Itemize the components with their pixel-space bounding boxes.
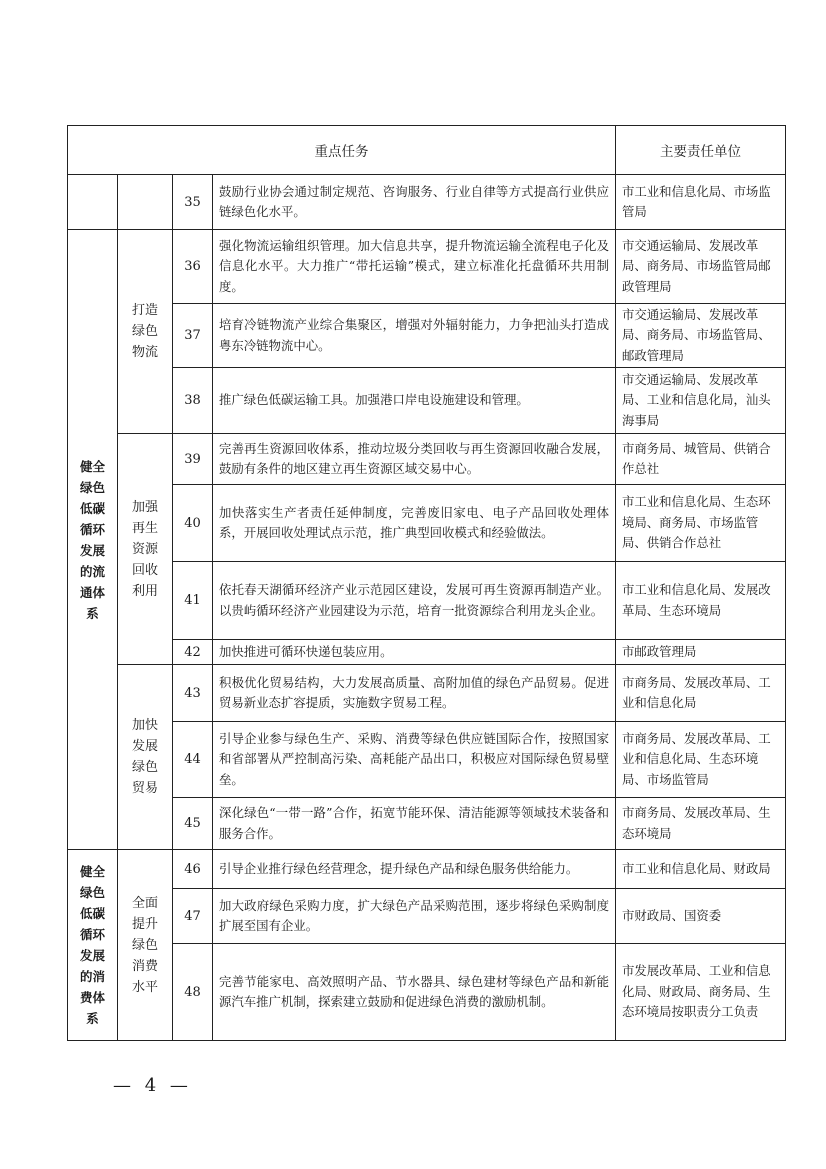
subgroup-cell [118,434,173,665]
task-number: 43 [173,665,213,722]
responsible-unit: 市工业和信息化局、发展改革局、生态环境局 [616,562,786,640]
task-text: 积极优化贸易结构，大力发展高质量、高附加值的绿色产品贸易。促进贸易新业态扩容提质，实施数字贸易工程。 [213,665,616,722]
table-row [68,798,786,850]
task-text: 深化绿色“一带一路”合作，拓宽节能环保、清洁能源等领域技术装备和服务合作。 [213,798,616,850]
subgroup-label: 打造绿色物流 [131,303,158,360]
task-number: 48 [173,944,213,1041]
task-number: 39 [173,434,213,485]
task-text: 强化物流运输组织管理。加大信息共享，提升物流运输全流程电子化及信息化水平。大力推广“带托运输”模式，建立标准化托盘循环共用制度。 [213,230,616,304]
subgroup-cell-empty [118,175,173,230]
table-row [68,434,786,485]
responsible-unit: 市工业和信息化局、生态环境局、商务局、市场监管局、供销合作总社 [616,485,786,562]
responsible-unit: 市工业和信息化局、财政局 [616,850,786,889]
category-cell [68,230,118,850]
subgroup-label: 加快发展绿色贸易 [131,718,158,796]
task-text: 引导企业推行绿色经营理念，提升绿色产品和绿色服务供给能力。 [213,850,616,889]
responsible-unit: 市商务局、城管局、供销合作总社 [616,434,786,485]
table-row [68,230,786,304]
task-text: 完善再生资源回收体系，推动垃圾分类回收与再生资源回收融合发展，鼓励有条件的地区建立再生资源区域交易中心。 [213,434,616,485]
table-row [68,368,786,434]
task-number: 37 [173,304,213,368]
table-row [68,850,786,889]
table-row [68,665,786,722]
responsible-unit: 市邮政管理局 [616,640,786,665]
responsible-unit: 市商务局、发展改革局、生态环境局 [616,798,786,850]
header-task: 重点任务 [68,126,616,175]
table-row [68,562,786,640]
responsible-unit: 市交通运输局、发展改革局、商务局、市场监管局、邮政管理局 [616,304,786,368]
responsible-unit: 市商务局、发展改革局、工业和信息化局 [616,665,786,722]
category-cell-empty [68,175,118,230]
task-text: 推广绿色低碳运输工具。加强港口岸电设施建设和管理。 [213,368,616,434]
responsible-unit: 市工业和信息化局、市场监管局 [616,175,786,230]
task-text: 完善节能家电、高效照明产品、节水器具、绿色建材等绿色产品和新能源汽车推广机制，探索建立鼓励和促进绿色消费的激励机制。 [213,944,616,1041]
page-number: — 4 — [113,1075,192,1096]
task-text: 培育冷链物流产业综合集聚区，增强对外辐射能力，力争把汕头打造成粤东冷链物流中心。 [213,304,616,368]
table-row [68,304,786,368]
table-row [68,175,786,230]
task-number: 35 [173,175,213,230]
table-row [68,944,786,1041]
responsible-unit: 市财政局、国资委 [616,889,786,944]
task-number: 45 [173,798,213,850]
task-number: 42 [173,640,213,665]
task-text: 鼓励行业协会通过制定规范、咨询服务、行业自律等方式提高行业供应链绿色化水平。 [213,175,616,230]
responsible-unit: 市交通运输局、发展改革局、商务局、市场监管局邮政管理局 [616,230,786,304]
task-table [67,125,786,1041]
table-row [68,485,786,562]
category-label: 健全绿色低碳循环发展的流通体系 [79,458,105,621]
category-cell [68,850,118,1041]
task-number: 41 [173,562,213,640]
category-label: 健全绿色低碳循环发展的消费体系 [79,864,105,1026]
header-unit: 主要责任单位 [616,126,786,175]
subgroup-cell [118,665,173,850]
subgroup-cell [118,850,173,1041]
subgroup-cell [118,230,173,434]
task-text: 引导企业参与绿色生产、采购、消费等绿色供应链国际合作，按照国家和省部署从严控制高污染、高耗能产品出口，积极应对国际绿色贸易壁垒。 [213,722,616,798]
task-number: 44 [173,722,213,798]
table-row [68,640,786,665]
table-row [68,722,786,798]
task-text: 加快落实生产者责任延伸制度，完善废旧家电、电子产品回收处理体系，开展回收处理试点示范，推广典型回收模式和经验做法。 [213,485,616,562]
responsible-unit: 市发展改革局、工业和信息化局、财政局、商务局、生态环境局按职责分工负责 [616,944,786,1041]
responsible-unit: 市交通运输局、发展改革局、工业和信息化局，汕头海事局 [616,368,786,434]
task-number: 46 [173,850,213,889]
task-text: 依托春天湖循环经济产业示范园区建设，发展可再生资源再制造产业。以贵屿循环经济产业园建设为示范，培育一批资源综合利用龙头企业。 [213,562,616,640]
task-text: 加大政府绿色采购力度，扩大绿色产品采购范围，逐步将绿色采购制度扩展至国有企业。 [213,889,616,944]
task-text: 加快推进可循环快递包装应用。 [213,640,616,665]
task-number: 36 [173,230,213,304]
table-row [68,889,786,944]
table-header-row [68,126,786,175]
task-number: 38 [173,368,213,434]
responsible-unit: 市商务局、发展改革局、工业和信息化局、生态环境局、市场监管局 [616,722,786,798]
task-number: 47 [173,889,213,944]
task-number: 40 [173,485,213,562]
subgroup-label: 全面提升绿色消费水平 [131,895,158,995]
subgroup-label: 加强再生资源回收利用 [131,499,158,599]
